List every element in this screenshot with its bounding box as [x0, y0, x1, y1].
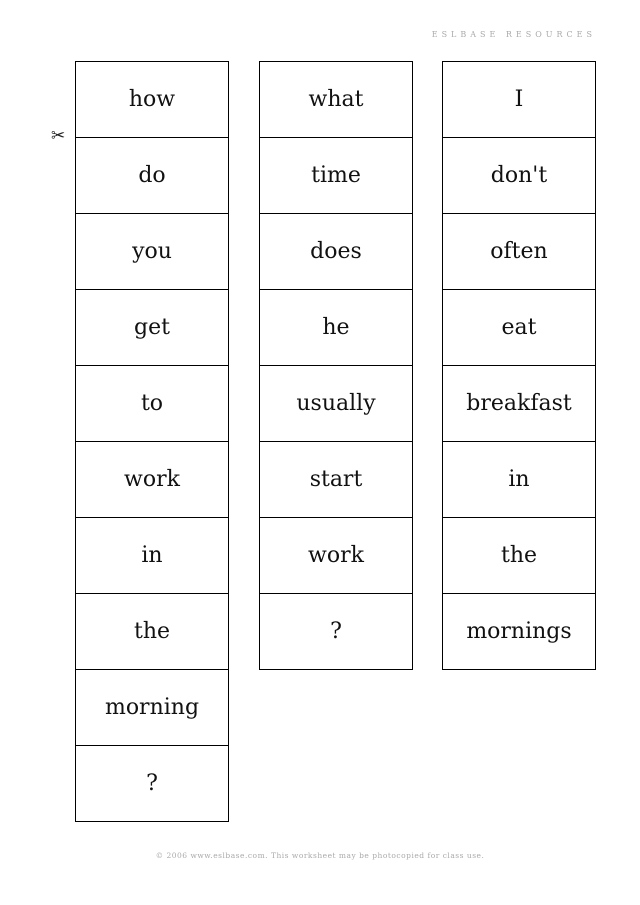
word-card: does — [260, 214, 412, 290]
word-column-2 — [259, 61, 413, 670]
word-card: breakfast — [443, 366, 595, 442]
word-column-3 — [442, 61, 596, 670]
word-card: eat — [443, 290, 595, 366]
word-card: morning — [76, 670, 228, 746]
word-card: what — [260, 62, 412, 138]
word-card: in — [443, 442, 595, 518]
scissors-icon: ✂ — [51, 126, 66, 146]
word-card: work — [260, 518, 412, 594]
word-card: time — [260, 138, 412, 214]
word-card: ? — [76, 746, 228, 822]
word-card: the — [443, 518, 595, 594]
word-card: get — [76, 290, 228, 366]
word-card: mornings — [443, 594, 595, 670]
word-card: work — [76, 442, 228, 518]
word-card: start — [260, 442, 412, 518]
word-column-1 — [75, 61, 229, 822]
footer-copyright: © 2006 www.eslbase.com. This worksheet may be photocopied for class use. — [155, 851, 485, 860]
header-label: ESLBASE RESOURCES — [431, 30, 596, 39]
word-card: I — [443, 62, 595, 138]
word-card: he — [260, 290, 412, 366]
word-card: to — [76, 366, 228, 442]
word-card: the — [76, 594, 228, 670]
word-card: how — [76, 62, 228, 138]
word-card: you — [76, 214, 228, 290]
word-card: in — [76, 518, 228, 594]
word-card: often — [443, 214, 595, 290]
word-card: don't — [443, 138, 595, 214]
word-card: ? — [260, 594, 412, 670]
word-card: usually — [260, 366, 412, 442]
word-card: do — [76, 138, 228, 214]
